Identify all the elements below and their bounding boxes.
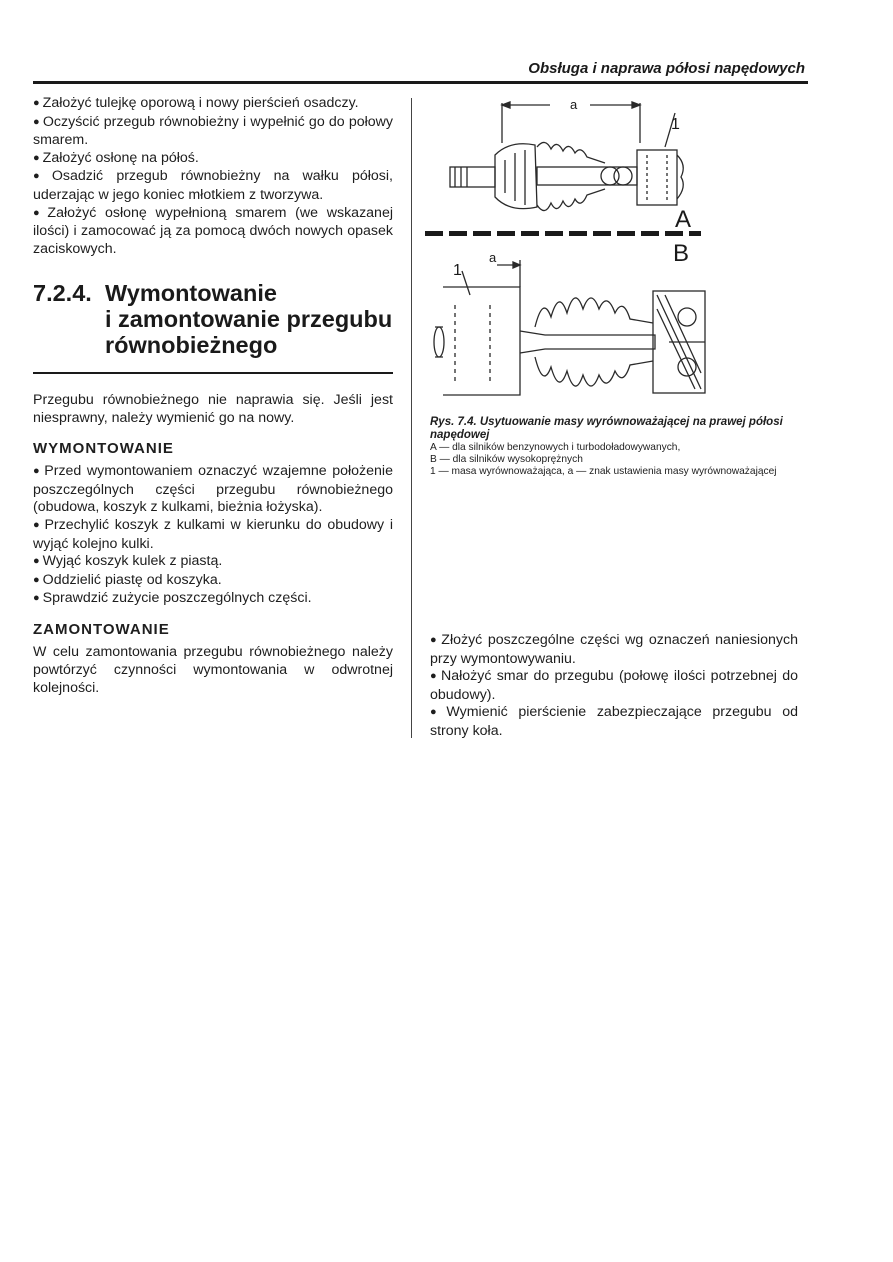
- section-title-line3: równobieżnego: [105, 332, 278, 359]
- list-item: ● Oczyścić przegub równobieżny i wypełnić go do połowy smarem.: [33, 114, 393, 150]
- drive-shaft-diagram: [425, 95, 805, 413]
- list-item: ● Wymienić pierścienie zabezpieczające przegubu od strony koła.: [430, 704, 798, 740]
- caption-line: B — dla silników wysokoprężnych: [430, 454, 583, 465]
- figure-drive-shaft: [425, 95, 805, 413]
- list-item: ● Oddzielić piastę od koszyka.: [33, 572, 393, 591]
- section-title-line2: i zamontowanie przegubu: [105, 306, 393, 333]
- list-item: ● Osadzić przegub równobieżny na wałku półosi, uderzając w jego koniec młotkiem z tworzywa.: [33, 168, 393, 204]
- fig-label-1-bottom: 1: [453, 262, 462, 279]
- caption-line: A — dla silników benzynowych i turbodoładowywanych,: [430, 442, 681, 453]
- list-item: ● Nałożyć smar do przegubu (połowę ilości potrzebnej do obudowy).: [430, 668, 798, 704]
- section-heading: [33, 280, 393, 358]
- list-item: ● Założyć osłonę wypełnioną smarem (we wskazanej ilości) i zamocować ją za pomocą dwóch nowych opasek zaciskowych.: [33, 205, 393, 259]
- subheading-zamontowanie: ZAMONTOWANIE: [33, 620, 170, 638]
- subheading-wymontowanie: WYMONTOWANIE: [33, 439, 174, 457]
- caption-line: 1 — masa wyrównoważająca, a — znak ustawienia masy wyrównoważającej: [430, 466, 777, 477]
- section-rule: [33, 372, 393, 374]
- section-number: 7.2.4.: [33, 280, 92, 307]
- list-item: ● Złożyć poszczególne części wg oznaczeń naniesionych przy wymontowywaniu.: [430, 632, 798, 668]
- section-title-line1: Wymontowanie: [105, 280, 277, 307]
- left-column: [33, 95, 393, 697]
- intro-paragraph: Przegubu równobieżnego nie naprawia się. Jeśli jest niesprawny, należy wymienić go na nowy.: [33, 392, 393, 426]
- list-item: ● Założyć osłonę na półoś.: [33, 150, 393, 169]
- list-item: ● Sprawdzić zużycie poszczególnych części.: [33, 590, 393, 609]
- fig-label-a-top: a: [570, 97, 578, 112]
- fig-label-a-bottom: a: [489, 250, 497, 265]
- list-item: ● Wyjąć koszyk kulek z piastą.: [33, 553, 393, 572]
- list-item: ● Założyć tulejkę oporową i nowy pierścień osadczy.: [33, 95, 393, 114]
- header-rule: [33, 81, 808, 84]
- column-divider: [411, 98, 412, 738]
- fig-label-A: A: [675, 206, 692, 233]
- running-header: Obsługa i naprawa półosi napędowych: [528, 60, 805, 77]
- list-item: ● Przed wymontowaniem oznaczyć wzajemne położenie poszczególnych części przegubu równobieżnego (obudowa, koszyk z kulkami, bieżnia łożyska).: [33, 463, 393, 517]
- fig-label-B: B: [673, 240, 690, 267]
- right-column-text: [430, 632, 798, 741]
- figure-caption: [430, 416, 798, 478]
- list-item: ● Przechylić koszyk z kulkami w kierunku do obudowy i wyjąć kolejno kulki.: [33, 517, 393, 553]
- fig-label-1-top: 1: [671, 116, 680, 133]
- caption-title: Rys. 7.4. Usytuowanie masy wyrównoważającej na prawej półosi napędowej: [430, 416, 783, 441]
- zamontowanie-paragraph: W celu zamontowania przegubu równobieżnego należy powtórzyć czynności wymontowania w odwrotnej kolejności.: [33, 644, 393, 696]
